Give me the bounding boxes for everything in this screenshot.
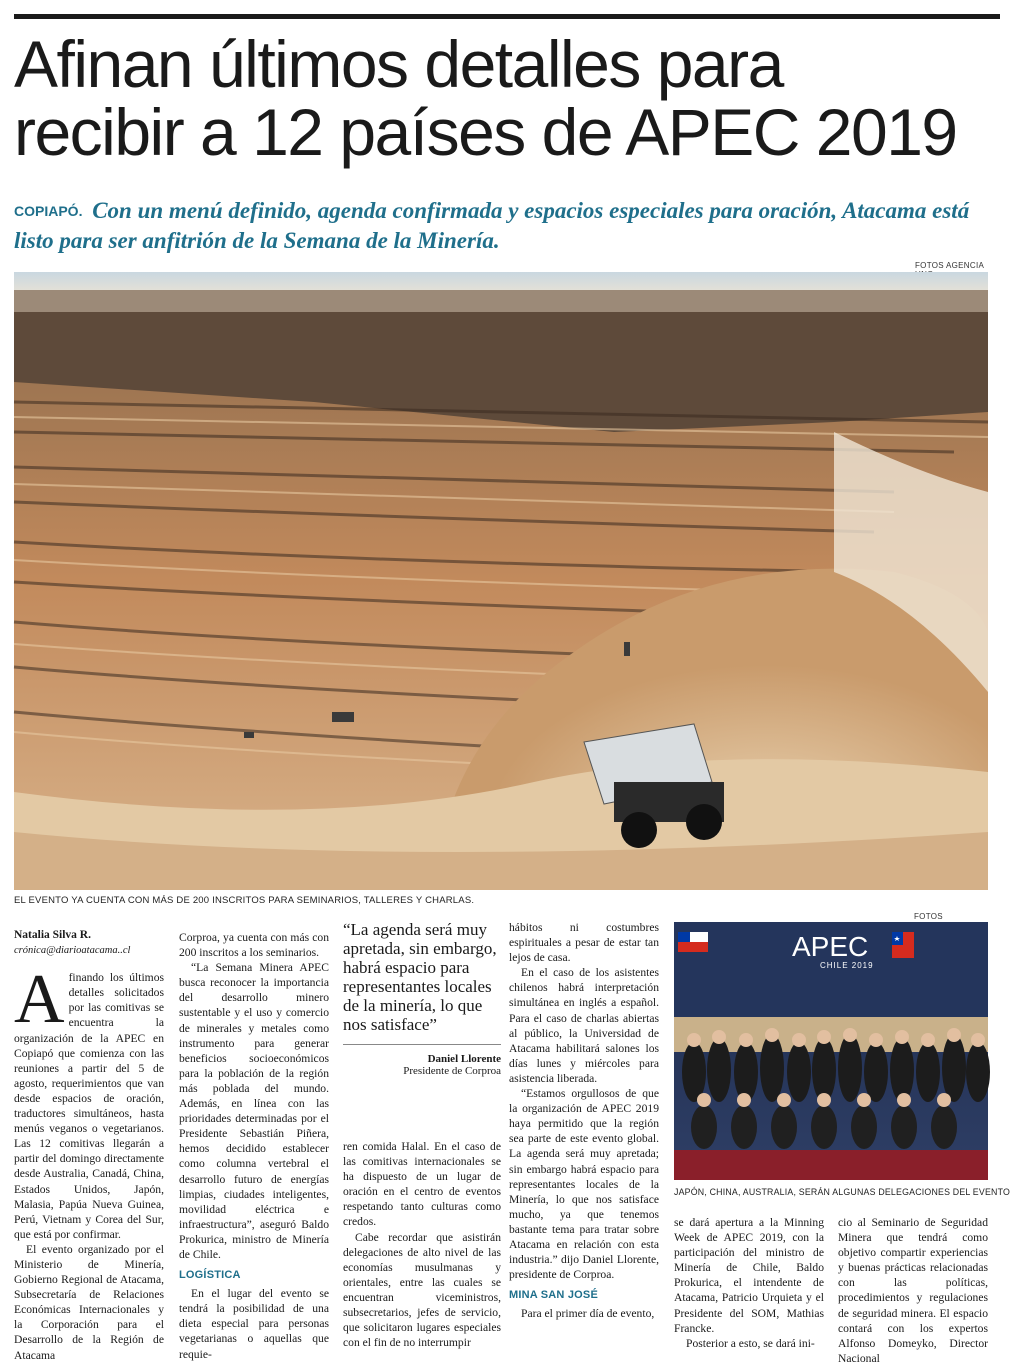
- paragraph: hábitos ni costumbres espirituales a pesar de estar tan lejos de casa.: [509, 921, 659, 965]
- paragraph: Para el primer día de evento,: [521, 1307, 655, 1321]
- side-photo-caption: JAPÓN, CHINA, AUSTRALIA, SERÁN ALGUNAS DELEGACIONES DEL EVENTO: [674, 1187, 1010, 1197]
- section-head-mina-san-jose: MINA SAN JOSÉ: [509, 1289, 598, 1302]
- paragraph: “Estamos orgullosos de que la organización de APEC 2019 haya permitido que la región sea parte de este evento global. La agenda será muy apretada; sin embargo habrá espacio para representantes locales de la Minería, lo que nos satisface mucho, ya que tenemos bastante tema para tratar sobre Atacama en relación con esta industria.” dijo Daniel Llorente, presidente de Corproa.: [509, 1087, 659, 1282]
- paragraph: El evento organizado por el Ministerio de Minería, Gobierno Regional de Atacama, Subsecretaría de Relaciones Económicas Internacionales y la Corporación para el Desarrollo de la Región de Atacama: [14, 1242, 164, 1362]
- paragraph: Cabe recordar que asistirán delegaciones de alto nivel de las economías musulmanas y orientales, entre las cuales se encuentran viceministros, subsecretarios, jefes de servicio, que solicitaron lugares especiales con el fin de no interrumpir: [343, 1230, 501, 1350]
- column-4: [509, 920, 659, 1321]
- side-photo-credit: FOTOS: [914, 912, 943, 921]
- column-6: [838, 1215, 988, 1366]
- byline-name: Natalia Silva R.: [14, 929, 91, 941]
- headline-line-2: recibir a 12 países de APEC 2019: [14, 95, 957, 169]
- pull-quote-author: Daniel Llorente: [427, 1053, 501, 1065]
- paragraph: se dará apertura a la Minning Week de APEC 2019, con la participación del ministro de Minería de Chile, Baldo Prokurica, el intendente de Atacama, Patricio Urquieta y el Presidente del SOM, Mathias Francke.: [674, 1216, 824, 1335]
- apec-delegations-photo: [674, 922, 988, 1180]
- headline: [14, 27, 974, 169]
- headline-line-1: Afinan últimos detalles para: [14, 27, 783, 101]
- pull-quote: [343, 920, 501, 1077]
- apec-sign-sub: CHILE 2019: [820, 961, 874, 970]
- paragraph: En el caso de los asistentes chilenos habrá interpretación simultánea en inglés a español. Para el caso de charlas abiertas al público, la Universidad de Atacama habilitará salones los días lunes y miércoles para asistencia liberada.: [509, 966, 659, 1085]
- column-3: [343, 1139, 501, 1350]
- chile-flag-icon: [892, 932, 914, 958]
- paragraph: En el lugar del evento se tendrá la posibilidad de una dieta especial para personas vegetarianas o aquellas que requie-: [179, 1287, 329, 1361]
- byline-email: crónica@diarioatacama..cl: [14, 945, 131, 957]
- paragraph: Posterior a esto, se dará ini-: [686, 1336, 815, 1350]
- deck-text: Con un menú definido, agenda confirmada y espacios especiales para oración, Atacama está listo para ser anfitrión de la Semana de la Minería.: [14, 198, 970, 253]
- top-rule: [14, 14, 1000, 19]
- pull-quote-rule: [343, 1044, 501, 1045]
- paragraph: ren comida Halal. En el caso de las comitivas internacionales se ha dispuesto de un lugar de oración en el centro de eventos respetando tanto culturas como credos.: [343, 1140, 501, 1229]
- dropcap: A: [14, 961, 65, 1039]
- column-2: [179, 930, 329, 1362]
- pull-quote-text: “La agenda será muy apretada, sin embargo, habrá espacio para representantes locales de la minería, lo que nos satisface”: [343, 920, 497, 1034]
- paragraph: cio al Seminario de Seguridad Minera que tendrá como objetivo compartir experiencias y buenas prácticas relacionadas con las políticas, procedimientos y regulaciones de seguridad minera. El espacio contará con los expertos Alfonso Domeyko, Director Nacional: [838, 1216, 988, 1365]
- column-1: [14, 928, 164, 1363]
- paragraph: Corproa, ya cuenta con más con 200 inscritos a los seminarios.: [179, 931, 329, 960]
- column-5: [674, 1215, 824, 1351]
- apec-sign: APEC: [792, 931, 869, 962]
- main-photo-caption: EL EVENTO YA CUENTA CON MÁS DE 200 INSCRITOS PARA SEMINARIOS, TALLERES Y CHARLAS.: [14, 895, 475, 906]
- paragraph: “La Semana Minera APEC busca reconocer la importancia del desarrollo minero sustentable y el uso y comercio de minerales y metales como instrumento para generar beneficios socioeconómicos para la población de la región más poblada del mundo. Además, en línea con las prioridades determinadas por el Presidente Sebastián Piñera, hemos decidido establecer como columna vertebral el desarrollo futuro de energías limpias, ciudades inteligentes, movilidad eléctrica e infraestructura”, aseguró Baldo Prokurica, ministro de Minería de Chile.: [179, 961, 329, 1261]
- dateline: COPIAPÓ.: [14, 203, 83, 219]
- lead-paragraph: Afinando los últimos detalles solicitados por las comitivas se encuentra la organización de la APEC en Copiapó que comienza con las reuniones a partir del 5 de agosto, requerimientos que van desde espacios de oración, traductores simultáneos, hasta menús veganos o vegetarianos. Las 12 comitivas llegarán a partir del domingo directamente desde Australia, Canadá, China, Estados Unidos, Japón, Malasia, Papúa Nueva Guinea, Perú, Vietnam y Corea del Sur, que está por confirmar.: [14, 961, 164, 1241]
- main-photo-credit: FOTOS AGENCIA: [915, 261, 984, 270]
- main-photo-open-pit-mine: [14, 272, 988, 890]
- chile-flag-icon: [678, 932, 708, 952]
- section-head-logistica: LOGÍSTICA: [179, 1269, 241, 1282]
- deck: [14, 196, 989, 255]
- pull-quote-role: Presidente de Corproa: [403, 1065, 501, 1077]
